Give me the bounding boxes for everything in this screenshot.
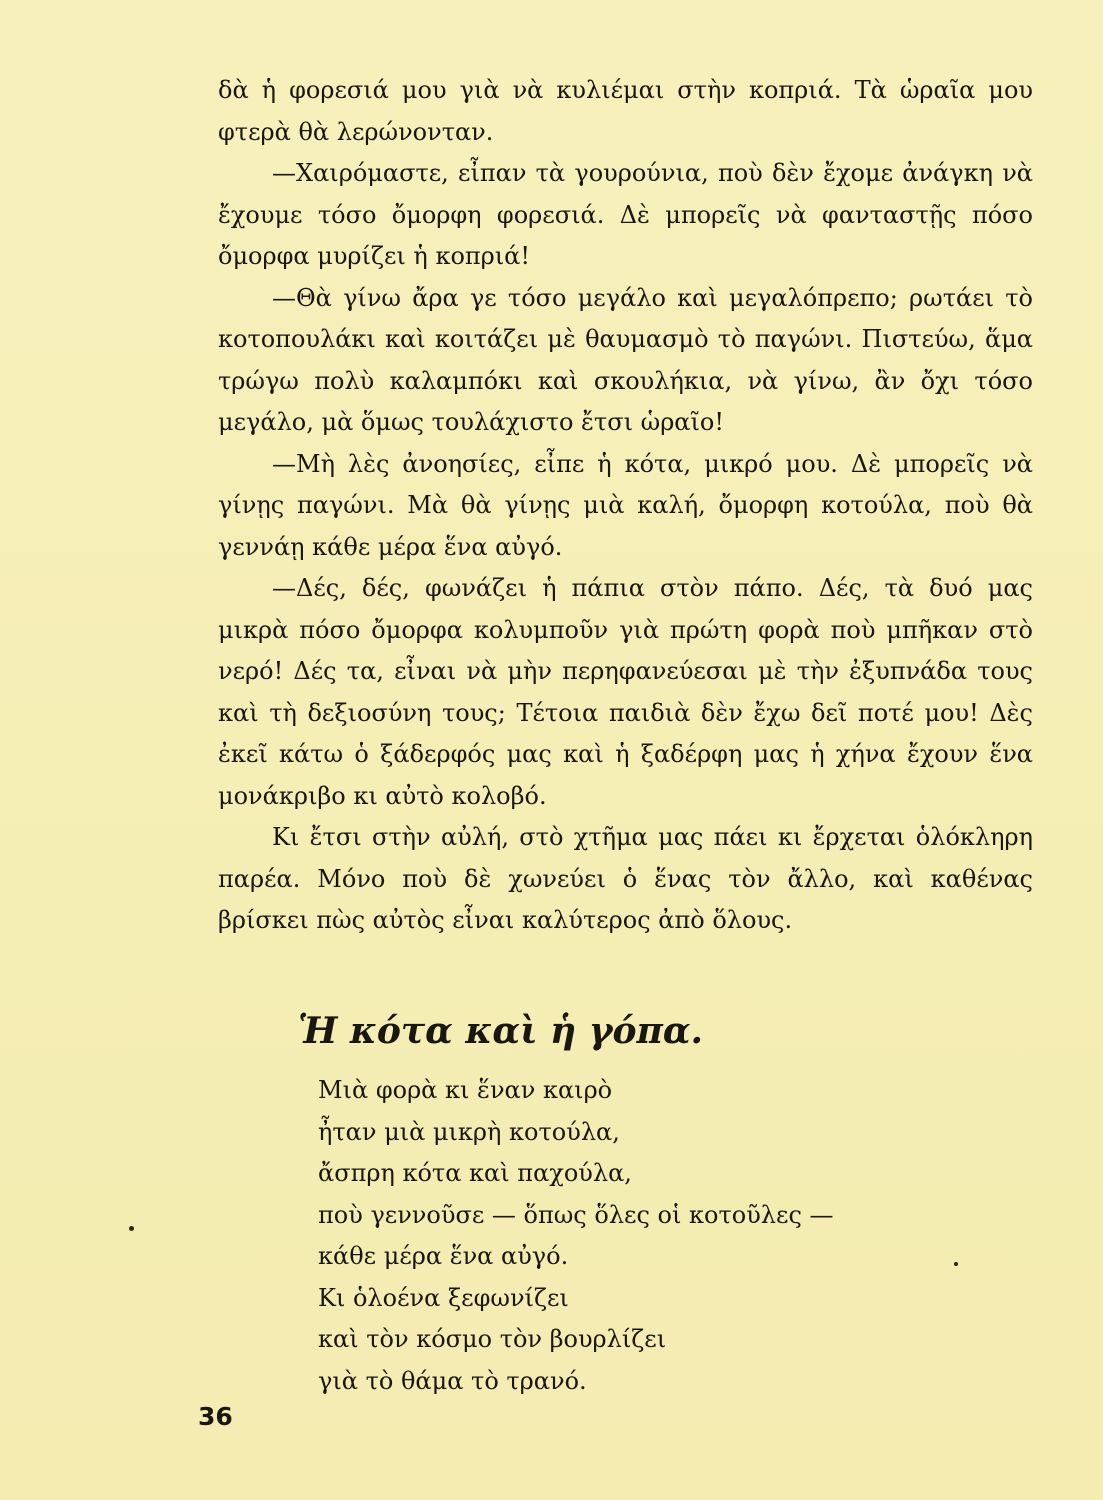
poem-line: Κι ὁλοένα ξεφωνίζει: [318, 1283, 569, 1312]
poem-line: Μιὰ φορὰ κι ἕναν καιρὸ: [318, 1076, 613, 1104]
paragraph: —Δές, δές, φωνάζει ἡ πάπια στὸν πάπο. Δές, τὰ δυό μας μικρὰ πόσο ὄμορφα κολυμποῦν γιὰ πρώτη φορὰ ποὺ μπῆκαν στὸ νερό! Δές τα, εἶναι νὰ μὴν περηφανεύεσαι μὲ τὴν ἐξυπνάδα τους καὶ τὴ δεξιοσύνη τους; Τέτοια παιδιὰ δὲν ἔχω δεῖ ποτέ μου! Δὲς ἐκεῖ κάτω ὁ ξάδερφός μας καὶ ἡ ξαδέρφη μας ἡ χήνα ἔχουν ἕνα μονάκριβο κι αὐτὸ κολοβό.: [218, 574, 1033, 810]
paragraph: —Μὴ λὲς ἀνοησίες, εἶπε ἡ κότα, μικρό μου. Δὲ μπορεῖς νὰ γίνῃς παγώνι. Μὰ θὰ γίνῃς μιὰ καλή, ὄμορφη κοτούλα, ποὺ θὰ γεννάῃ κάθε μέρα ἕνα αὐγό.: [218, 449, 1033, 561]
poem-line: κάθε μέρα ἕνα αὐγό.: [318, 1242, 569, 1270]
page-number: 36: [198, 1402, 233, 1431]
paragraph: Κι ἔτσι στὴν αὐλή, στὸ χτῆμα μας πάει κι ἔρχεται ὁλόκληρη παρέα. Μόνο ποὺ δὲ χωνεύει ὁ ἕνας τὸν ἄλλο, καὶ καθένας βρίσκει πὼς αὐτὸς εἶναι καλύτερος ἀπὸ ὅλους.: [218, 823, 1033, 934]
paragraph: —Θὰ γίνω ἄρα γε τόσο μεγάλο καὶ μεγαλόπρεπο; ρωτάει τὸ κοτοπουλάκι καὶ κοιτάζει μὲ θαυμασμὸ τὸ παγώνι. Πιστεύω, ἅμα τρώγω πολὺ καλαμπόκι καὶ σκουλήκια, νὰ γίνω, ἂν ὄχι τόσο μεγάλο, μὰ ὅμως τουλάχιστο ἔτσι ὡραῖο!: [218, 283, 1033, 436]
ink-speck: [954, 1262, 958, 1266]
ink-speck: [129, 1226, 134, 1231]
poem-line: ἄσπρη κότα καὶ παχούλα,: [318, 1159, 632, 1187]
poem-line: ποὺ γεννοῦσε — ὅπως ὅλες οἱ κοτοῦλες —: [318, 1200, 834, 1229]
paragraph: —Χαιρόμαστε, εἶπαν τὰ γουρούνια, ποὺ δὲν ἔχομε ἀνάγκη νὰ ἔχουμε τόσο ὄμορφη φορεσιά. Δὲ μπορεῖς νὰ φανταστῇς πόσο ὄμορφα μυρίζει ἡ κοπριά!: [218, 159, 1033, 270]
paragraph: δὰ ἡ φορεσιά μου γιὰ νὰ κυλιέμαι στὴν κοπριά. Τὰ ὡραῖα μου φτερὰ θὰ λερώνονταν.: [218, 76, 1033, 146]
poem-line: καὶ τὸν κόσμο τὸν βουρλίζει: [318, 1325, 667, 1353]
poem-title: Ἡ κότα καὶ ἡ γόπα.: [298, 1010, 704, 1052]
prose-block: [218, 70, 1033, 942]
poem-body: [318, 1070, 834, 1402]
poem-line: ἦταν μιὰ μικρὴ κοτούλα,: [318, 1117, 620, 1146]
poem-line: γιὰ τὸ θάμα τὸ τρανό.: [318, 1366, 587, 1395]
